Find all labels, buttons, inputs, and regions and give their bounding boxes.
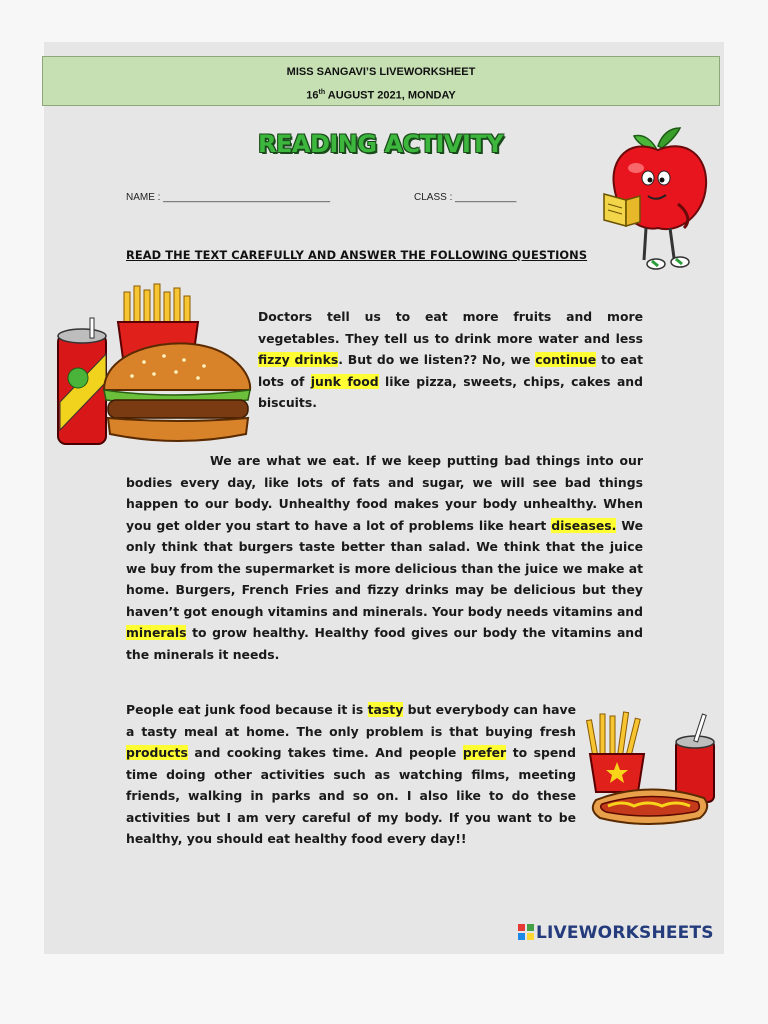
burger-fries-soda-icon xyxy=(52,282,252,454)
paragraph-3: People eat junk food because it is tasty but everybody can have a tasty meal at home. The only problem is that buying fresh products and cooking takes time. And people prefer to spend time doing other activities such as watching films, meeting friends, walking in parks and so on. I also like to do these activities but I am very careful of my body. If you want to be healthy, you should eat healthy food every day!! xyxy=(126,702,577,846)
highlight-prefer: prefer xyxy=(462,745,507,760)
instruction-heading: READ THE TEXT CAREFULLY AND ANSWER THE FOLLOWING QUESTIONS xyxy=(126,248,588,262)
liveworksheets-logo: LIVEWORKSHEETS xyxy=(518,923,714,943)
highlight-diseases: diseases. xyxy=(551,517,617,533)
highlight-tasty: tasty xyxy=(367,702,404,717)
name-field[interactable]: NAME : ______________________________ xyxy=(126,192,331,203)
hotdog-fries-soda-icon xyxy=(582,710,718,834)
paragraph-1: Doctors tell us to eat more fruits and more vegetables. They tell us to drink more water and less fizzy drinks. But do we listen?? No, we continue to eat lots of junk food like pizza, sweets, chips, cakes and biscuits. xyxy=(258,309,643,410)
liveworksheets-logo-icon xyxy=(518,924,534,940)
highlight-junk-food: junk food xyxy=(310,373,379,389)
highlight-products: products xyxy=(126,745,188,760)
page-title: READING ACTIVITY xyxy=(258,130,504,158)
worksheet-date: 16th AUGUST 2021, MONDAY xyxy=(306,89,456,102)
apple-reading-icon xyxy=(600,124,716,280)
paragraph-2: We are what we eat. If we keep putting bad things into our bodies every day, like lots of fats and sugar, we will see bad things happen to our body. Unhealthy food makes your body unhealthy. When you get older you start to have a lot of problems like heart diseases. We only think that burgers taste better than salad. We think that the juice we buy from the supermarket is more delicious than the juice we make at home. Burgers, French Fries and fizzy drinks may be delicious but they haven’t got enough vitamins and minerals. Your body needs vitamins and minerals to grow healthy. Healthy food gives our body the vitamins and the minerals it needs. xyxy=(126,453,643,662)
teacher-title: MISS SANGAVI’S LIVEWORKSHEET xyxy=(286,66,476,78)
highlight-continue: continue xyxy=(535,352,597,367)
class-field[interactable]: CLASS : ___________ xyxy=(414,192,517,203)
highlight-fizzy-drinks: fizzy drinks xyxy=(258,352,339,367)
header-box xyxy=(42,56,720,106)
highlight-minerals: minerals xyxy=(126,625,187,640)
